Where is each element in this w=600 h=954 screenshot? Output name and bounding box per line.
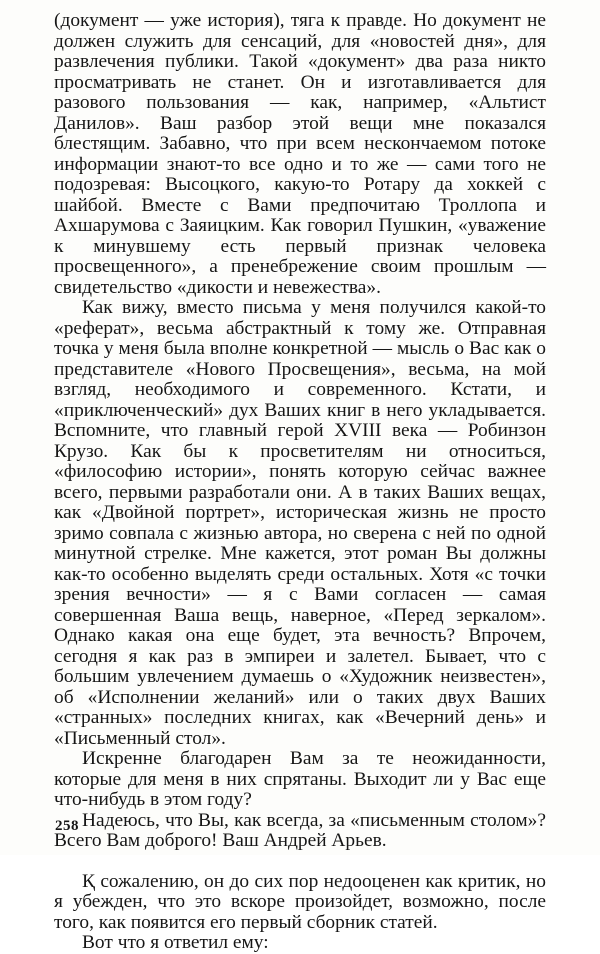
- paragraph-1: (документ — уже история), тяга к правде. Но документ не должен служить для сенсаций, для «новостей дня», для развлечения публики. Такой «документ» два раза никто просматривать не станет. Он и изготавливается для разового пользования — как, например, «Альтист Данилов». Ваш разбор этой вещи мне показался блестящим. Забавно, что при всем нескончаемом потоке информации знают-то все одно и то же — сами того не подозревая: Высоцкого, какую-то Ротару да хоккей с шайбой. Вместе с Вами предпочитаю Троллопа и Ахшарумова с Заяицким. Как говорил Пушкин, «уважение к минувшему есть первый признак человека просвещенного», а пренебрежение своим прошлым — свидетельство «дикости и невежества».: [54, 10, 546, 298]
- paragraph-3: Искренне благодарен Вам за те неожиданности, которые для меня в них спрятаны. Выходит ли у Вас еще что-нибудь в этом году?: [54, 748, 546, 810]
- paragraph-4: Надеюсь, что Вы, как всегда, за «письменным столом»? Всего Вам доброго! Ваш Андрей Арьев.: [54, 809, 546, 851]
- paragraph-6: Вот что я ответил ему:: [82, 932, 269, 953]
- page-text: [54, 11, 546, 954]
- paragraph-2: Как вижу, вместо письма у меня получился какой-то «реферат», весьма абстрактный к тому же. Отправная точка у меня была вполне конкретной — мысль о Вас как о представителе «Нового Просвещения», весьма, на мой взгляд, необходимого и современного. Кстати, и «приключенческий» дух Ваших книг в него укладывается. Вспомните, что главный герой XVIII века — Робинзон Крузо. Как бы к просветителям ни относиться, «философию истории», понять которую сейчас важнее всего, первыми разработали они. А в таких Ваших вещах, как «Двойной портрет», историческая жизнь не просто зримо совпала с жизнью автора, но сверена с ней по одной минутной стрелке. Мне кажется, этот роман Вы должны как-то особенно выделять среди остальных. Хотя «с точки зрения вечности» — я с Вами согласен — самая совершенная Ваша вещь, наверное, «Перед зеркалом». Однако какая она еще будет, эта вечность? Впрочем, сегодня я как раз в эмпиреи и залетел. Бывает, что с большим увлечением думаешь о «Художник неизвестен», об «Исполнении желаний» или о таких двух Ваших «странных» последних книгах, как «Вечерний день» и «Письменный стол».: [54, 297, 546, 749]
- paragraph-5: Қ сожалению, он до сих пор недооценен как критик, но я убежден, что это вскоре произойдет, возможно, после того, как появится его первый сборник статей.: [54, 870, 546, 933]
- page-number: 258: [55, 818, 79, 834]
